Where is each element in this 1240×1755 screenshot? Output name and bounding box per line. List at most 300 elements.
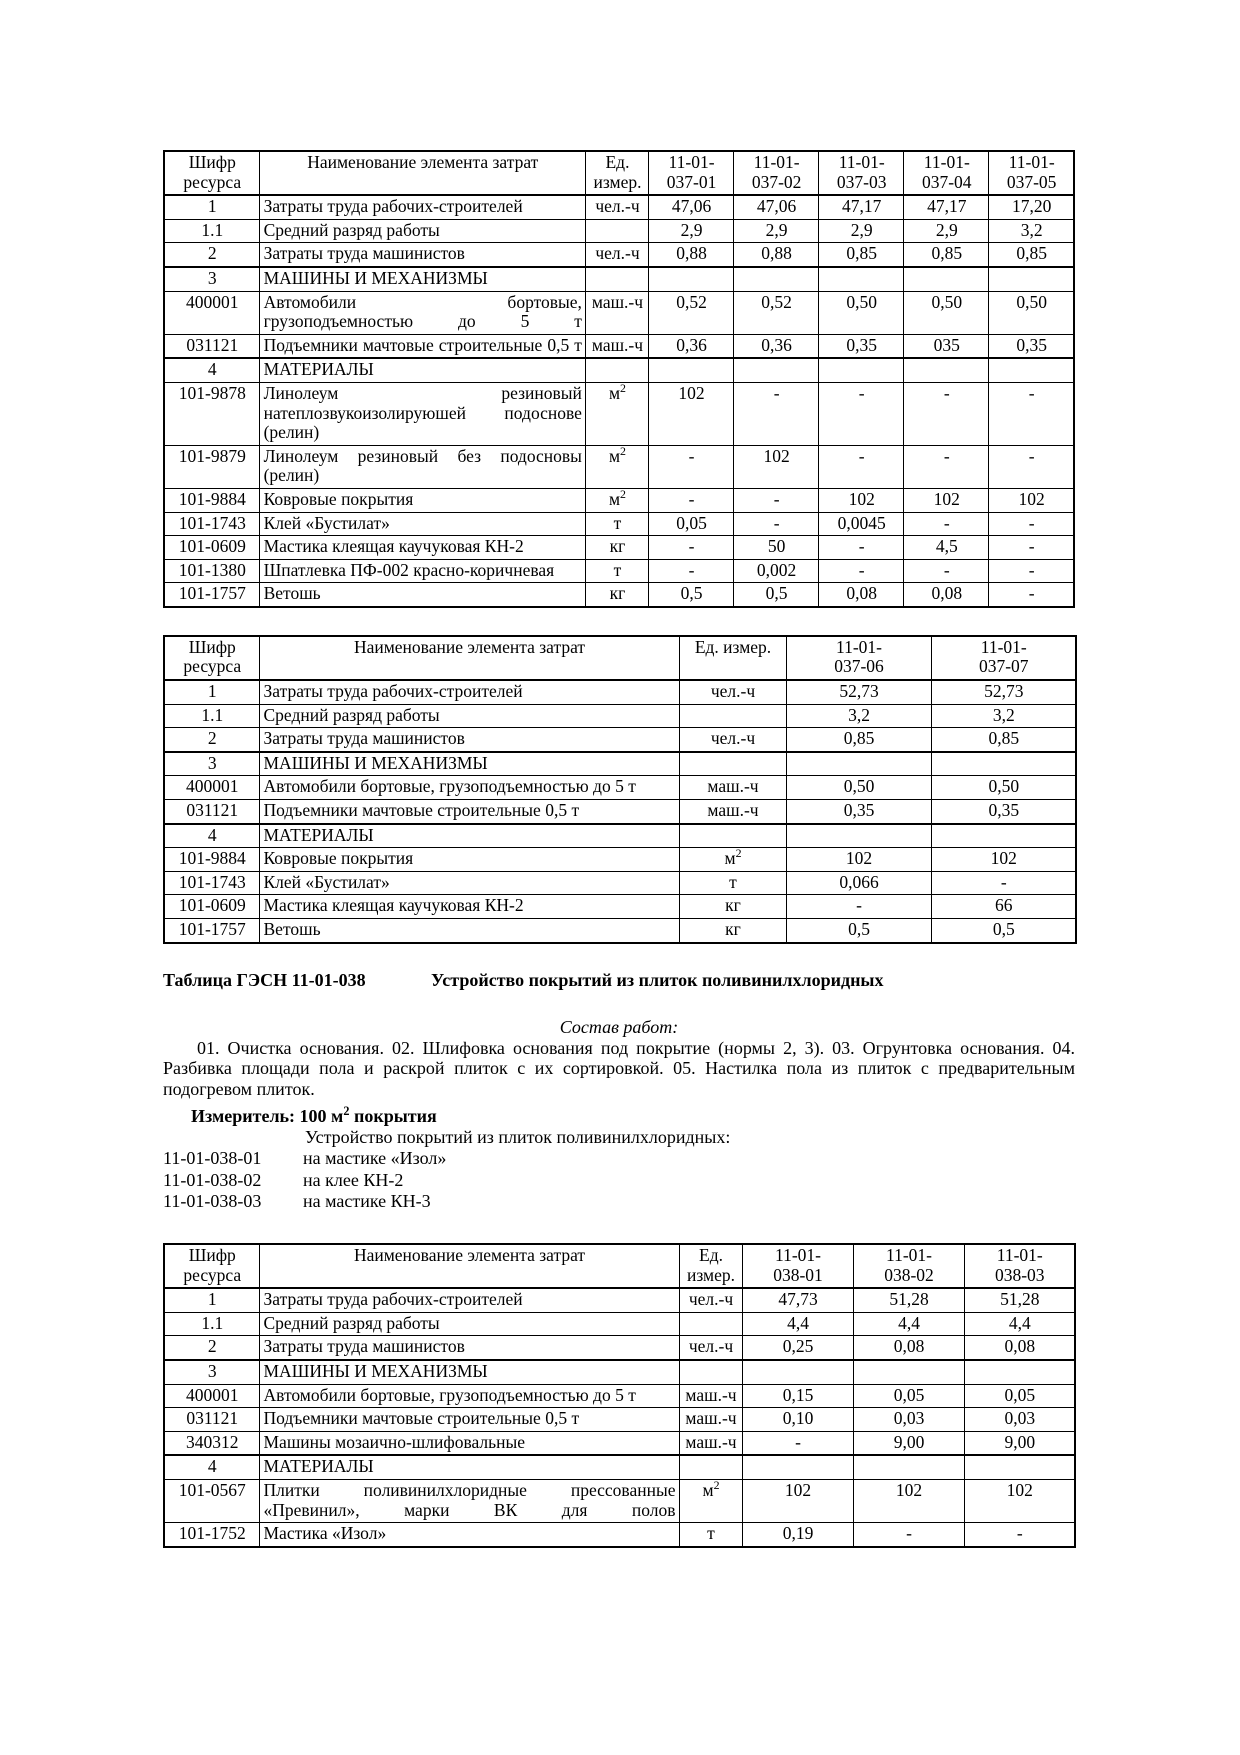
cell-value: - <box>742 1431 853 1455</box>
izmeritel-suffix: покрытия <box>349 1106 437 1127</box>
table-row <box>164 728 1076 752</box>
cell-value: - <box>786 895 931 919</box>
table-row <box>164 680 1076 704</box>
cell-value: - <box>989 536 1074 560</box>
cell-value: 102 <box>904 488 989 512</box>
cell-resource-code: 400001 <box>164 776 259 800</box>
cell-element-name: Линолеум резиновый без подосновы (релин) <box>259 445 585 488</box>
cell-value: - <box>989 559 1074 583</box>
sostav-rabot-body: 01. Очистка основания. 02. Шлифовка основания под покрытие (нормы 2, 3). 03. Огрунтовка основания. 04. Разбивка площади пола и раскрой плиток с их сортировкой. 05. Настилка пола из плиток с предварительным подогревом плиток. <box>163 1037 1075 1100</box>
table-row <box>164 1336 1075 1360</box>
izmeritel-prefix: Измеритель: 100 м <box>191 1106 344 1127</box>
cell-resource-code: 3 <box>164 752 259 776</box>
cell-element-name: Автомобили бортовые, грузоподъемностью до 5 т <box>259 1384 679 1408</box>
cell-value: - <box>649 445 734 488</box>
cell-element-name: Мастика «Изол» <box>259 1523 679 1547</box>
cell-element-name: МАШИНЫ И МЕХАНИЗМЫ <box>259 1360 679 1384</box>
cell-value: 0,52 <box>734 291 819 334</box>
cell-unit <box>679 1455 742 1479</box>
header-col-037-02: 11-01- 037-02 <box>734 151 819 195</box>
cell-element-name: Автомобили бортовые, грузоподъемностью до 5 т <box>259 291 585 334</box>
cell-value: 0,08 <box>904 583 989 607</box>
cell-value: - <box>734 382 819 445</box>
header-unit-line1: Ед. <box>605 152 630 172</box>
table-row <box>164 704 1076 728</box>
cell-element-name: Ковровые покрытия <box>259 488 585 512</box>
cell-value: 0,35 <box>989 334 1074 358</box>
table-row <box>164 445 1074 488</box>
table-row <box>164 488 1074 512</box>
resource-table-038-01-03 <box>163 1243 1076 1548</box>
norm-code-row <box>163 1148 1075 1170</box>
cell-value: 0,05 <box>853 1384 964 1408</box>
cell-unit: т <box>679 1523 742 1547</box>
cell-value: 66 <box>931 895 1076 919</box>
cell-value: 0,85 <box>931 728 1076 752</box>
cell-unit: чел.-ч <box>679 680 786 704</box>
cell-resource-code: 4 <box>164 358 259 382</box>
cell-value: 0,85 <box>989 243 1074 267</box>
cell-value: 0,05 <box>964 1384 1075 1408</box>
table-row <box>164 1408 1075 1432</box>
cell-value: 102 <box>931 848 1076 872</box>
table-body <box>164 680 1076 943</box>
cell-value: 0,85 <box>819 243 904 267</box>
cell-value: 0,03 <box>964 1408 1075 1432</box>
cell-value <box>964 1360 1075 1384</box>
cell-unit: кг <box>679 919 786 943</box>
cell-unit: маш.-ч <box>679 1384 742 1408</box>
cell-value <box>786 752 931 776</box>
cell-value <box>819 267 904 291</box>
cell-resource-code: 400001 <box>164 291 259 334</box>
cell-unit: маш.-ч <box>679 800 786 824</box>
norm-group-lead: Устройство покрытий из плиток поливинилхлоридных: <box>305 1127 731 1148</box>
cell-unit: маш.-ч <box>585 291 648 334</box>
cell-unit <box>679 824 786 848</box>
section-title-label: Таблица ГЭСН 11-01-038 <box>163 969 366 990</box>
cell-value: 0,85 <box>786 728 931 752</box>
cell-resource-code: 101-9884 <box>164 848 259 872</box>
cell-unit: $м^2$ <box>679 1479 742 1522</box>
cell-element-name: Подъемники мачтовые строительные 0,5 т <box>259 334 585 358</box>
cell-value: - <box>904 512 989 536</box>
header-code: Шифр ресурса <box>164 636 259 680</box>
cell-value <box>819 358 904 382</box>
cell-value: 9,00 <box>964 1431 1075 1455</box>
cell-resource-code: 340312 <box>164 1431 259 1455</box>
table-row <box>164 1384 1075 1408</box>
cell-value <box>649 358 734 382</box>
cell-value <box>742 1360 853 1384</box>
cell-value: 4,4 <box>964 1312 1075 1336</box>
cell-value: 0,50 <box>931 776 1076 800</box>
cell-value <box>786 824 931 848</box>
table-row <box>164 219 1074 243</box>
cell-value: 0,88 <box>649 243 734 267</box>
cell-unit: $м^2$ <box>585 445 648 488</box>
cell-unit: $м^2$ <box>585 382 648 445</box>
header-col-037-06: 11-01- 037-06 <box>786 636 931 680</box>
cell-value: - <box>989 583 1074 607</box>
cell-element-name: МАТЕРИАЛЫ <box>259 358 585 382</box>
norm-desc: на мастике «Изол» <box>303 1148 447 1169</box>
cell-value: 0,08 <box>964 1336 1075 1360</box>
table-row <box>164 536 1074 560</box>
norm-code: 11-01-038-01 <box>163 1148 262 1169</box>
cell-value: 17,20 <box>989 195 1074 219</box>
cell-unit: чел.-ч <box>679 1288 742 1312</box>
cell-value: 0,03 <box>853 1408 964 1432</box>
cell-element-name: Автомобили бортовые, грузоподъемностью до 5 т <box>259 776 679 800</box>
cell-value <box>931 824 1076 848</box>
section-title-038 <box>163 970 1075 991</box>
cell-value: 0,5 <box>649 583 734 607</box>
cell-value <box>853 1360 964 1384</box>
cell-value: 0,05 <box>649 512 734 536</box>
cell-value: 2,9 <box>904 219 989 243</box>
cell-value <box>964 1455 1075 1479</box>
cell-value: 102 <box>853 1479 964 1522</box>
cell-value: 035 <box>904 334 989 358</box>
cell-value: 50 <box>734 536 819 560</box>
cell-resource-code: 031121 <box>164 1408 259 1432</box>
section-title-text: Устройство покрытий из плиток поливинилхлоридных <box>431 969 884 990</box>
cell-element-name: Средний разряд работы <box>259 219 585 243</box>
cell-resource-code: 101-1757 <box>164 583 259 607</box>
cell-value: 47,06 <box>649 195 734 219</box>
cell-value: 0,50 <box>786 776 931 800</box>
table-row <box>164 776 1076 800</box>
cell-unit: кг <box>679 895 786 919</box>
cell-unit: кг <box>585 536 648 560</box>
cell-element-name: Мастика клеящая каучуковая КН-2 <box>259 895 679 919</box>
table-row <box>164 1360 1075 1384</box>
cell-value: 102 <box>649 382 734 445</box>
cell-resource-code: 2 <box>164 1336 259 1360</box>
cell-value: 3,2 <box>931 704 1076 728</box>
cell-value: 0,002 <box>734 559 819 583</box>
header-col-037-01: 11-01- 037-01 <box>649 151 734 195</box>
cell-value: 102 <box>964 1479 1075 1522</box>
cell-element-name: Ветошь <box>259 919 679 943</box>
cell-value: 4,4 <box>853 1312 964 1336</box>
cell-element-name: Ветошь <box>259 583 585 607</box>
cell-value: 0,88 <box>734 243 819 267</box>
header-unit: Ед. измер. <box>679 1244 742 1288</box>
table-row <box>164 1523 1075 1547</box>
cell-unit: чел.-ч <box>679 728 786 752</box>
header-unit <box>585 151 648 195</box>
table-row <box>164 871 1076 895</box>
cell-value: - <box>964 1523 1075 1547</box>
cell-unit: кг <box>585 583 648 607</box>
cell-value: - <box>819 382 904 445</box>
table-row <box>164 291 1074 334</box>
table-gap <box>163 1213 1075 1243</box>
cell-resource-code: 1 <box>164 195 259 219</box>
cell-value <box>853 1455 964 1479</box>
table-row <box>164 358 1074 382</box>
cell-element-name: Затраты труда рабочих-строителей <box>259 680 679 704</box>
table-row <box>164 848 1076 872</box>
table-row <box>164 512 1074 536</box>
table-row <box>164 1288 1075 1312</box>
cell-value: 0,36 <box>649 334 734 358</box>
norm-desc: на мастике КН-3 <box>303 1191 431 1212</box>
cell-element-name: МАТЕРИАЛЫ <box>259 1455 679 1479</box>
cell-value: 0,50 <box>904 291 989 334</box>
cell-element-name: Плитки поливинилхлоридные прессованные «Превинил», марки ВК для полов <box>259 1479 679 1522</box>
cell-value <box>989 358 1074 382</box>
cell-unit <box>679 752 786 776</box>
izmeritel-superscript: 2 <box>343 1104 350 1119</box>
header-col-038-02: 11-01- 038-02 <box>853 1244 964 1288</box>
cell-unit: маш.-ч <box>679 776 786 800</box>
table-row <box>164 919 1076 943</box>
cell-value: 0,5 <box>734 583 819 607</box>
cell-resource-code: 031121 <box>164 800 259 824</box>
header-col-037-05: 11-01- 037-05 <box>989 151 1074 195</box>
section-gap <box>163 944 1075 970</box>
cell-resource-code: 101-9879 <box>164 445 259 488</box>
cell-resource-code: 1 <box>164 680 259 704</box>
cell-value: - <box>853 1523 964 1547</box>
cell-value: 47,06 <box>734 195 819 219</box>
cell-unit: маш.-ч <box>679 1431 742 1455</box>
cell-resource-code: 4 <box>164 1455 259 1479</box>
cell-value: 0,15 <box>742 1384 853 1408</box>
cell-value: 0,50 <box>819 291 904 334</box>
header-code <box>164 151 259 195</box>
cell-resource-code: 101-1743 <box>164 871 259 895</box>
cell-value: - <box>649 488 734 512</box>
cell-resource-code: 1 <box>164 1288 259 1312</box>
cell-value: - <box>734 488 819 512</box>
table-row <box>164 559 1074 583</box>
norm-desc: на клее КН-2 <box>303 1169 404 1190</box>
table-body <box>164 1288 1075 1547</box>
cell-resource-code: 101-0567 <box>164 1479 259 1522</box>
cell-value: 47,73 <box>742 1288 853 1312</box>
cell-unit: $м^2$ <box>585 488 648 512</box>
table-row <box>164 382 1074 445</box>
header-code-line2: ресурса <box>183 171 242 192</box>
cell-resource-code: 101-1743 <box>164 512 259 536</box>
cell-resource-code: 101-1380 <box>164 559 259 583</box>
cell-resource-code: 101-0609 <box>164 536 259 560</box>
cell-resource-code: 3 <box>164 267 259 291</box>
cell-value <box>989 267 1074 291</box>
cell-value: - <box>989 382 1074 445</box>
cell-value: 3,2 <box>786 704 931 728</box>
cell-element-name: Затраты труда машинистов <box>259 243 585 267</box>
cell-unit: маш.-ч <box>585 334 648 358</box>
cell-value: - <box>819 536 904 560</box>
cell-value: 9,00 <box>853 1431 964 1455</box>
norm-code-row <box>163 1170 1075 1192</box>
cell-element-name: Шпатлевка ПФ-002 красно-коричневая <box>259 559 585 583</box>
cell-unit: $м^2$ <box>679 848 786 872</box>
cell-resource-code: 1.1 <box>164 219 259 243</box>
cell-value: 52,73 <box>786 680 931 704</box>
cell-value: 0,5 <box>931 919 1076 943</box>
table-gap <box>163 608 1075 635</box>
cell-element-name: Клей «Бустилат» <box>259 512 585 536</box>
cell-element-name: МАШИНЫ И МЕХАНИЗМЫ <box>259 752 679 776</box>
cell-value: 0,35 <box>931 800 1076 824</box>
cell-element-name: Средний разряд работы <box>259 704 679 728</box>
cell-value: 0,35 <box>786 800 931 824</box>
cell-element-name: Клей «Бустилат» <box>259 871 679 895</box>
header-col-037-07: 11-01- 037-07 <box>931 636 1076 680</box>
cell-resource-code: 101-1757 <box>164 919 259 943</box>
cell-value: 0,35 <box>819 334 904 358</box>
cell-element-name: Ковровые покрытия <box>259 848 679 872</box>
cell-value: 0,0045 <box>819 512 904 536</box>
cell-element-name: Затраты труда рабочих-строителей <box>259 1288 679 1312</box>
cell-value: - <box>931 871 1076 895</box>
cell-value: 47,17 <box>819 195 904 219</box>
cell-value <box>649 267 734 291</box>
resource-table-037-06-07 <box>163 635 1077 944</box>
cell-value: 0,5 <box>786 919 931 943</box>
cell-unit: чел.-ч <box>585 195 648 219</box>
table-row <box>164 583 1074 607</box>
cell-value <box>904 358 989 382</box>
table-row <box>164 243 1074 267</box>
cell-resource-code: 1.1 <box>164 1312 259 1336</box>
cell-value: 0,52 <box>649 291 734 334</box>
cell-value: 2,9 <box>819 219 904 243</box>
cell-value: 4,4 <box>742 1312 853 1336</box>
cell-unit <box>679 704 786 728</box>
cell-resource-code: 2 <box>164 243 259 267</box>
cell-value: 0,85 <box>904 243 989 267</box>
table-header <box>164 1244 1075 1288</box>
cell-resource-code: 400001 <box>164 1384 259 1408</box>
cell-value: - <box>649 536 734 560</box>
table-row <box>164 1431 1075 1455</box>
cell-unit: т <box>585 559 648 583</box>
cell-resource-code: 3 <box>164 1360 259 1384</box>
header-code-line1: Шифр <box>188 152 236 172</box>
cell-value: - <box>904 382 989 445</box>
cell-element-name: Мастика клеящая каучуковая КН-2 <box>259 536 585 560</box>
header-col-038-03: 11-01- 038-03 <box>964 1244 1075 1288</box>
table-row <box>164 267 1074 291</box>
cell-value <box>734 267 819 291</box>
cell-value: - <box>904 445 989 488</box>
cell-value <box>734 358 819 382</box>
table-row <box>164 1455 1075 1479</box>
cell-element-name: Затраты труда машинистов <box>259 728 679 752</box>
cell-value: - <box>989 445 1074 488</box>
header-unit-line2: измер. <box>593 171 642 192</box>
cell-value: - <box>904 559 989 583</box>
cell-unit <box>679 1360 742 1384</box>
table-row <box>164 895 1076 919</box>
cell-value: 51,28 <box>964 1288 1075 1312</box>
cell-value: - <box>649 559 734 583</box>
header-col-037-04: 11-01- 037-04 <box>904 151 989 195</box>
cell-value: 0,08 <box>819 583 904 607</box>
cell-element-name: МАШИНЫ И МЕХАНИЗМЫ <box>259 267 585 291</box>
cell-unit: чел.-ч <box>679 1336 742 1360</box>
norm-code: 11-01-038-02 <box>163 1169 262 1190</box>
cell-resource-code: 101-1752 <box>164 1523 259 1547</box>
cell-element-name: Затраты труда рабочих-строителей <box>259 195 585 219</box>
cell-value: - <box>989 512 1074 536</box>
header-code: Шифр ресурса <box>164 1244 259 1288</box>
cell-element-name: Затраты труда машинистов <box>259 1336 679 1360</box>
norm-code: 11-01-038-03 <box>163 1191 262 1212</box>
spacer <box>163 991 1075 1017</box>
table-header <box>164 636 1076 680</box>
cell-value: 0,08 <box>853 1336 964 1360</box>
cell-value: 0,10 <box>742 1408 853 1432</box>
cell-value: 0,25 <box>742 1336 853 1360</box>
cell-resource-code: 101-9884 <box>164 488 259 512</box>
cell-element-name: Машины мозаично-шлифовальные <box>259 1431 679 1455</box>
cell-value <box>931 752 1076 776</box>
cell-resource-code: 2 <box>164 728 259 752</box>
cell-element-name: Линолеум резиновый натеплозвукоизолируюшей подоснове (релин) <box>259 382 585 445</box>
table-body <box>164 195 1074 607</box>
cell-element-name: Подъемники мачтовые строительные 0,5 т <box>259 800 679 824</box>
cell-resource-code: 1.1 <box>164 704 259 728</box>
cell-resource-code: 101-9878 <box>164 382 259 445</box>
cell-resource-code: 101-0609 <box>164 895 259 919</box>
header-col-038-01: 11-01- 038-01 <box>742 1244 853 1288</box>
cell-resource-code: 4 <box>164 824 259 848</box>
table-row <box>164 1312 1075 1336</box>
cell-element-name: Подъемники мачтовые строительные 0,5 т <box>259 1408 679 1432</box>
sostav-rabot-heading: Состав работ: <box>559 1016 679 1037</box>
cell-value: 2,9 <box>734 219 819 243</box>
cell-value: 102 <box>786 848 931 872</box>
cell-value: - <box>819 559 904 583</box>
header-col-037-03: 11-01- 037-03 <box>819 151 904 195</box>
header-name: Наименование элемента затрат <box>259 636 679 680</box>
table-row <box>164 824 1076 848</box>
cell-value: 0,19 <box>742 1523 853 1547</box>
cell-value: 0,36 <box>734 334 819 358</box>
cell-value: 102 <box>989 488 1074 512</box>
cell-unit <box>585 358 648 382</box>
table-row <box>164 752 1076 776</box>
cell-unit: маш.-ч <box>679 1408 742 1432</box>
cell-value <box>742 1455 853 1479</box>
cell-value: 2,9 <box>649 219 734 243</box>
table-row <box>164 195 1074 219</box>
cell-value <box>904 267 989 291</box>
cell-value: 52,73 <box>931 680 1076 704</box>
header-name: Наименование элемента затрат <box>259 151 585 195</box>
cell-element-name: Средний разряд работы <box>259 1312 679 1336</box>
cell-unit: т <box>585 512 648 536</box>
resource-table-037-01-05 <box>163 150 1075 608</box>
cell-resource-code: 031121 <box>164 334 259 358</box>
cell-value: - <box>734 512 819 536</box>
cell-value: 51,28 <box>853 1288 964 1312</box>
header-unit: Ед. измер. <box>679 636 786 680</box>
cell-value: 47,17 <box>904 195 989 219</box>
cell-value: 4,5 <box>904 536 989 560</box>
header-name: Наименование элемента затрат <box>259 1244 679 1288</box>
cell-unit <box>585 267 648 291</box>
norm-code-row <box>163 1191 1075 1213</box>
